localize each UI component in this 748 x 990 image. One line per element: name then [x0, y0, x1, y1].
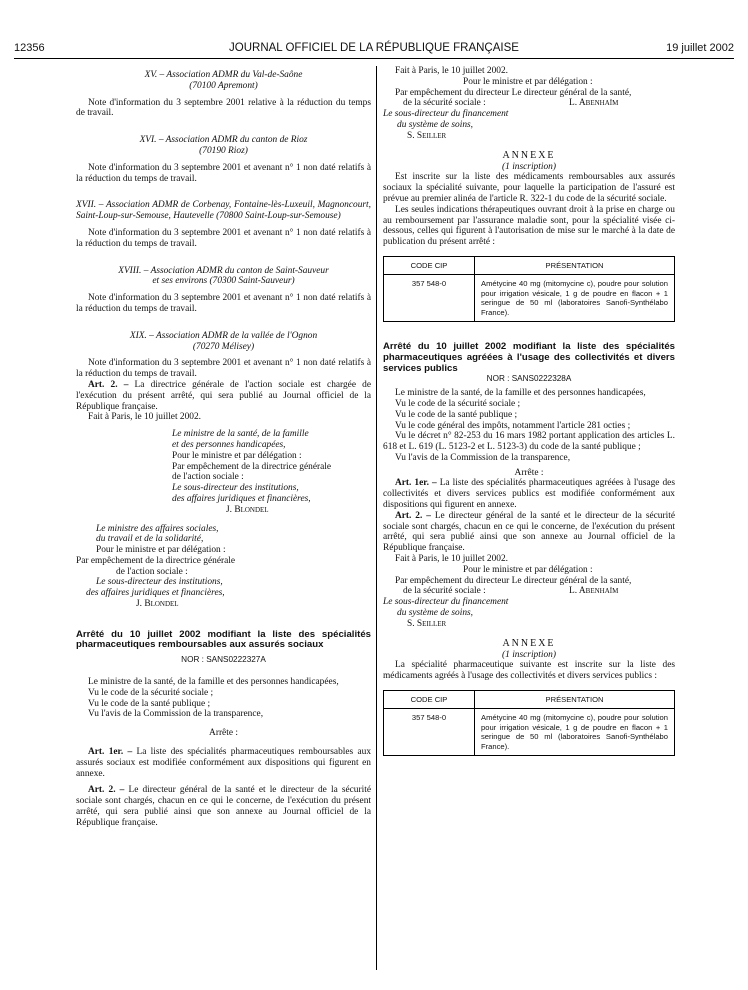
- signatory: S. Seiller: [407, 130, 447, 141]
- empechement: Par empêchement du directeur Le directeur général de la santé,: [395, 575, 632, 586]
- nor-reference: NOR : SANS0222328A: [486, 374, 572, 384]
- page-number: 12356: [14, 42, 45, 54]
- table-row: 357 548-0 Amétycine 40 mg (mitomycine c), poudre pour solution pour irrigation vésicale, 1 g de poudre en flacon + 1 seringue de 50 ml (laboratoires Sanofi-Synthélabo France).: [384, 709, 675, 756]
- col-header-code: CODE CIP: [384, 691, 475, 709]
- article-2: Art. 2. – Le directeur général de la santé et le directeur de la sécurité sociale sont chargés, chacun en ce qui le concerne, de l'exécution du présent arrêté, qui sera publié ainsi que son annexe au Journal officiel de la République française.: [76, 785, 371, 828]
- decree-title: Arrêté du 10 juillet 2002 modifiant la liste des spécialités pharmaceutiques agréées à l'usage des collectivités et divers services publics: [383, 341, 675, 374]
- arrete-heading: Arrête :: [514, 467, 544, 478]
- right-column: Fait à Paris, le 10 juillet 2002. Pour le ministre et par délégation : Par empêchement du directeur Le directeur général de la santé, de la sécurité sociale : L. Abenhaïm Le sous-directeur du financement du système de soins, S. Seiller ANNEXE (1 inscription) Est inscrite sur la liste des médicaments remboursables aux assurés sociaux la spécialité suivante, pour laquelle la participation de l'assuré est prévue au premier alinéa de l'article R. 322-1 du code de la sécurité sociale. Les seules indications thérapeutiques ouvrant droit à la prise en charge ou au remboursement par l'assurance maladie sont, pour la spécialité visée ci-dessous, celles qui figurent à l'autorisation de mise sur le marché à la date de publication du présent arrêté : CODE CIP PRÉSENTATION 357 548-0 Amétycine 40 mg (mitomycine c), poudre pour solution pour irrigation vésicale, 1 g de poudre en flacon + 1 seringue de 50 ml (laboratoires Sanofi-Synthélabo France). Arrêté du 10 juillet 2002 modifiant la liste des spécialités pharmaceutiques agréées à l'usage des collectivités et divers services publics NOR : SANS0222328A Le ministre de la santé, de la famille et des personnes handicapées, Vu le code de la sécurité sociale ; Vu le code de la santé publique ; Vu le code général des impôts, notamment l'article 281 octies ; Vu le décret n° 82-253 du 16 mars 1982 portant application des articles L. 618 et L. 619 (L. 5123-2 et L. 5123-3) du code de la santé publique ; Vu l'avis de la Commission de la transparence, Arrête : Art. 1er. – La liste des spécialités pharmaceutiques agréées à l'usage des collectivités et divers services publics est modifiée conformément aux dispositions qui figurent en annexe. Art. 2. – Le directeur général de la santé et le directeur de la sécurité sociale sont chargés, chacun en ce qui le concerne, de l'exécution du présent arrêté, qui sera publié ainsi que son annexe au Journal officiel de la République française. Fait à Paris, le 10 juillet 2002. Pour le ministre et par délégation : Par empêchement du directeur Le directeur général de la santé, de la sécurité sociale : L. Abenhaïm Le sous-directeur du financement du système de soins, S. Seiller ANNEXE (1 inscription) La spécialité pharmaceutique suivante est inscrite sur la liste des médicaments agréés à l'usage des collectivités et divers services publics : CODE CIP PRÉSENTATION 357 548-0 Amétycine 40 mg (mitomycine c), poudre pour solution pour irrigation vésicale, 1 g de poudre en flacon + 1 seringue de 50 ml (laboratoires Sanofi-Synthélabo France).: [383, 66, 675, 756]
- section-title: XVI. – Association ADMR du canton de Rioz: [139, 135, 308, 146]
- article-1: Art. 1er. – La liste des spécialités pharmaceutiques agréées à l'usage des collectivités et divers services publics est modifiée conformément aux dispositions qui figurent en annexe.: [383, 478, 675, 511]
- col-header-presentation: PRÉSENTATION: [475, 256, 675, 274]
- section-note: Note d'information du 3 septembre 2001 et avenant n° 1 non daté relatifs à la réduction du temps de travail.: [76, 358, 371, 380]
- decree-intro: Le ministre de la santé, de la famille et des personnes handicapées,: [88, 677, 339, 688]
- section-subtitle: et ses environs (70300 Saint-Sauveur): [152, 276, 295, 287]
- article-2: Art. 2. – La directrice générale de l'action sociale est chargée de l'exécution du présent arrêté, qui sera publié au Journal officiel de la République française.: [76, 379, 371, 412]
- section-title: XVIII. – Association ADMR du canton de Saint-Sauveur: [118, 265, 329, 276]
- col-header-code: CODE CIP: [384, 256, 475, 274]
- annex-paragraph: Les seules indications thérapeutiques ouvrant droit à la prise en charge ou au remboursement par l'assurance maladie sont, pour la spécialité visée ci-dessous, celles qui figurent à l'autorisation de mise sur le marché à la date de publication du présent arrêté :: [383, 204, 675, 248]
- page-header: [0, 0, 748, 60]
- article-2: Art. 2. – Le directeur général de la santé et le directeur de la sécurité sociale sont chargés, chacun en ce qui le concerne, de l'exécution du présent arrêté, qui sera publié ainsi que son annexe au Journal officiel de la République française.: [383, 510, 675, 554]
- decree-title: Arrêté du 10 juillet 2002 modifiant la liste des spécialités pharmaceutiques remboursables aux assurés sociaux: [76, 628, 371, 651]
- col-header-presentation: PRÉSENTATION: [475, 691, 675, 709]
- arrete-heading: Arrête :: [209, 728, 238, 739]
- annex-paragraph: La spécialité pharmaceutique suivante est inscrite sur la liste des médicaments agréés à l'usage des collectivités et divers services publics :: [383, 660, 675, 682]
- empechement-cont: de la sécurité sociale : L. Abenhaïm: [403, 586, 619, 597]
- article-1: Art. 1er. – La liste des spécialités pharmaceutiques remboursables aux assurés sociaux est modifiée conformément aux dispositions qui figurent en annexe.: [76, 747, 372, 779]
- visa: Vu le décret n° 82-253 du 16 mars 1982 portant application des articles L. 618 et L. 619 (L. 5123-2 et L. 5123-3) du code de la santé publique ;: [383, 431, 675, 453]
- visa: Vu le code de la sécurité sociale ;: [395, 398, 521, 409]
- inscription-count: (1 inscription): [502, 649, 556, 660]
- cip-table: [383, 690, 675, 756]
- delegation: Pour le ministre et par délégation :: [463, 76, 593, 87]
- sous-directeur: Le sous-directeur du financement: [383, 597, 509, 608]
- empechement-cont: de la sécurité sociale : L. Abenhaïm: [403, 98, 619, 109]
- section-title: XIX. – Association ADMR de la vallée de l'Ognon: [129, 330, 318, 341]
- section-note: Note d'information du 3 septembre 2001 relative à la réduction du temps de travail.: [76, 97, 371, 119]
- annex-paragraph: Est inscrite sur la liste des médicaments remboursables aux assurés sociaux la spécialité suivante, pour laquelle la participation de l'assuré est prévue au premier alinéa de l'article R. 322-1 du code de la sécurité sociale.: [383, 172, 675, 204]
- visa: Vu le code de la santé publique ;: [395, 409, 518, 420]
- fait-a-paris: Fait à Paris, le 10 juillet 2002.: [395, 66, 509, 76]
- signature-block-2: Le ministre des affaires sociales, du travail et de la solidarité, Pour le ministre et par délégation : Par empêchement de la directrice générale de l'action sociale : Le sous-directeur des institutions, des affaires juridiques et financières, J. Blondel: [76, 523, 236, 610]
- issue-date: 19 juillet 2002: [666, 42, 734, 54]
- empechement: Par empêchement du directeur Le directeur général de la santé,: [395, 87, 632, 98]
- cip-table: [383, 256, 675, 322]
- annexe-heading: ANNEXE: [502, 637, 556, 649]
- section-subtitle: (70100 Apremont): [189, 80, 258, 91]
- sous-directeur: Le sous-directeur du financement: [383, 109, 509, 120]
- section-subtitle: (70190 Rioz): [199, 145, 248, 156]
- fait-a-paris: Fait à Paris, le 10 juillet 2002.: [88, 412, 202, 423]
- section-note: Note d'information du 3 septembre 2001 et avenant n° 1 non daté relatifs à la réduction du temps de travail.: [76, 227, 371, 249]
- fait-a-paris: Fait à Paris, le 10 juillet 2002.: [395, 554, 509, 565]
- journal-title: JOURNAL OFFICIEL DE LA RÉPUBLIQUE FRANÇAISE: [229, 42, 519, 54]
- visa: Vu le code de la santé publique ;: [88, 698, 211, 709]
- table-row: 357 548-0 Amétycine 40 mg (mitomycine c), poudre pour solution pour irrigation vésicale, 1 g de poudre en flacon + 1 seringue de 50 ml (laboratoires Sanofi-Synthélabo France).: [384, 274, 675, 321]
- delegation: Pour le ministre et par délégation :: [463, 564, 593, 575]
- nor-reference: NOR : SANS0222327A: [181, 655, 266, 665]
- visa: Vu le code général des impôts, notamment l'article 281 octies ;: [395, 420, 631, 431]
- header-rule: [14, 58, 734, 59]
- visa: Vu l'avis de la Commission de la transparence,: [88, 709, 264, 720]
- left-column: [76, 66, 371, 829]
- visa: Vu le code de la sécurité sociale ;: [88, 687, 214, 698]
- inscription-count: (1 inscription): [502, 161, 556, 172]
- column-divider: [376, 66, 377, 970]
- section-note: Note d'information du 3 septembre 2001 et avenant n° 1 non daté relatifs à la réduction du temps de travail.: [76, 162, 371, 184]
- section-note: Note d'information du 3 septembre 2001 et avenant n° 1 non daté relatifs à la réduction du temps de travail.: [76, 293, 371, 314]
- visa: Vu l'avis de la Commission de la transparence,: [395, 452, 571, 463]
- section-title: XVII. – Association ADMR de Corbenay, Fontaine-lès-Luxeuil, Magnoncourt, Saint-Loup-sur-Semouse, Hautevelle (70800 Saint-Loup-sur-Semouse): [76, 200, 371, 222]
- signatory: S. Seiller: [407, 618, 447, 629]
- annexe-heading: ANNEXE: [502, 149, 556, 161]
- section-title: XV. – Association ADMR du Val-de-Saône: [144, 70, 303, 80]
- decree-intro: Le ministre de la santé, de la famille et des personnes handicapées,: [395, 388, 646, 399]
- section-subtitle: (70270 Mélisey): [192, 341, 255, 352]
- signature-block-1: Le ministre de la santé, de la famille et des personnes handicapées, Pour le ministre et par délégation : Par empêchement de la directrice générale de l'action sociale : Le sous-directeur des institutions, des affaires juridiques et financières, J. Blondel: [172, 429, 332, 515]
